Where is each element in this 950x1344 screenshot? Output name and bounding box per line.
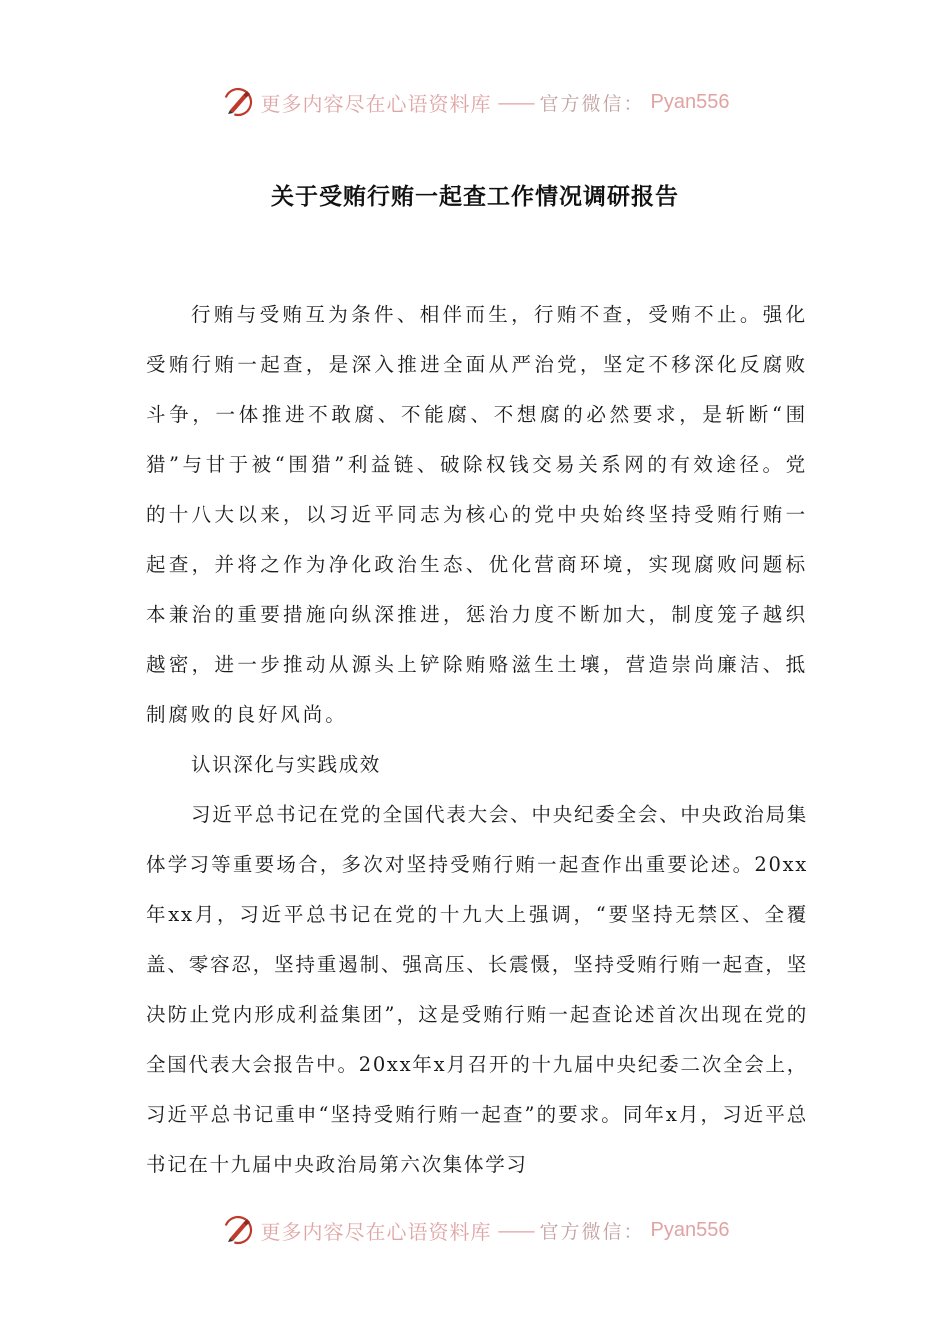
watermark-id: Pyan556 [650, 90, 730, 113]
watermark-main-text: 更多内容尽在心语资料库 [260, 91, 492, 116]
document-title: 关于受贿行贿一起查工作情况调研报告 [271, 183, 679, 210]
watermark-sub-text: 官方微信： [539, 1220, 645, 1243]
section-heading: 认识深化与实践成效 [191, 753, 381, 776]
watermark-separator: —— [497, 90, 534, 114]
pen-logo-icon [221, 85, 255, 119]
watermark-sub-text: 官方微信： [539, 92, 645, 115]
watermark-separator: —— [497, 1218, 534, 1242]
watermark-header [0, 84, 950, 120]
watermark-main-text: 更多内容尽在心语资料库 [260, 1219, 492, 1244]
watermark-id: Pyan556 [650, 1218, 730, 1241]
watermark-footer [0, 1212, 950, 1248]
pen-logo-icon [221, 1213, 255, 1247]
paragraph-intro: 行贿与受贿互为条件、相伴而生，行贿不查，受贿不止。强化受贿行贿一起查，是深入推进全面从严治党，坚定不移深化反腐败斗争，一体推进不敢腐、不能腐、不想腐的必然要求，是斩断“围猎”与甘于被“围猎”利益链、破除权钱交易关系网的有效途径。党的十八大以来，以习近平同志为核心的党中央始终坚持受贿行贿一起查，并将之作为净化政治生态、优化营商环境，实现腐败问题标本兼治的重要措施向纵深推进，惩治力度不断加大，制度笼子越织越密，进一步推动从源头上铲除贿赂滋生土壤，营造崇尚廉洁、抵制腐败的良好风尚。 [146, 303, 808, 726]
document-body [146, 290, 808, 1190]
paragraph-practice: 习近平总书记在党的全国代表大会、中央纪委全会、中央政治局集体学习等重要场合，多次对坚持受贿行贿一起查作出重要论述。20xx年xx月，习近平总书记在党的十九大上强调，“要坚持无禁区、全覆盖、零容忍，坚持重遏制、强高压、长震慑，坚持受贿行贿一起查，坚决防止党内形成利益集团”，这是受贿行贿一起查论述首次出现在党的全国代表大会报告中。20xx年x月召开的十九届中央纪委二次全会上，习近平总书记重申“坚持受贿行贿一起查”的要求。同年x月，习近平总书记在十九届中央政治局第六次集体学习 [146, 803, 808, 1176]
